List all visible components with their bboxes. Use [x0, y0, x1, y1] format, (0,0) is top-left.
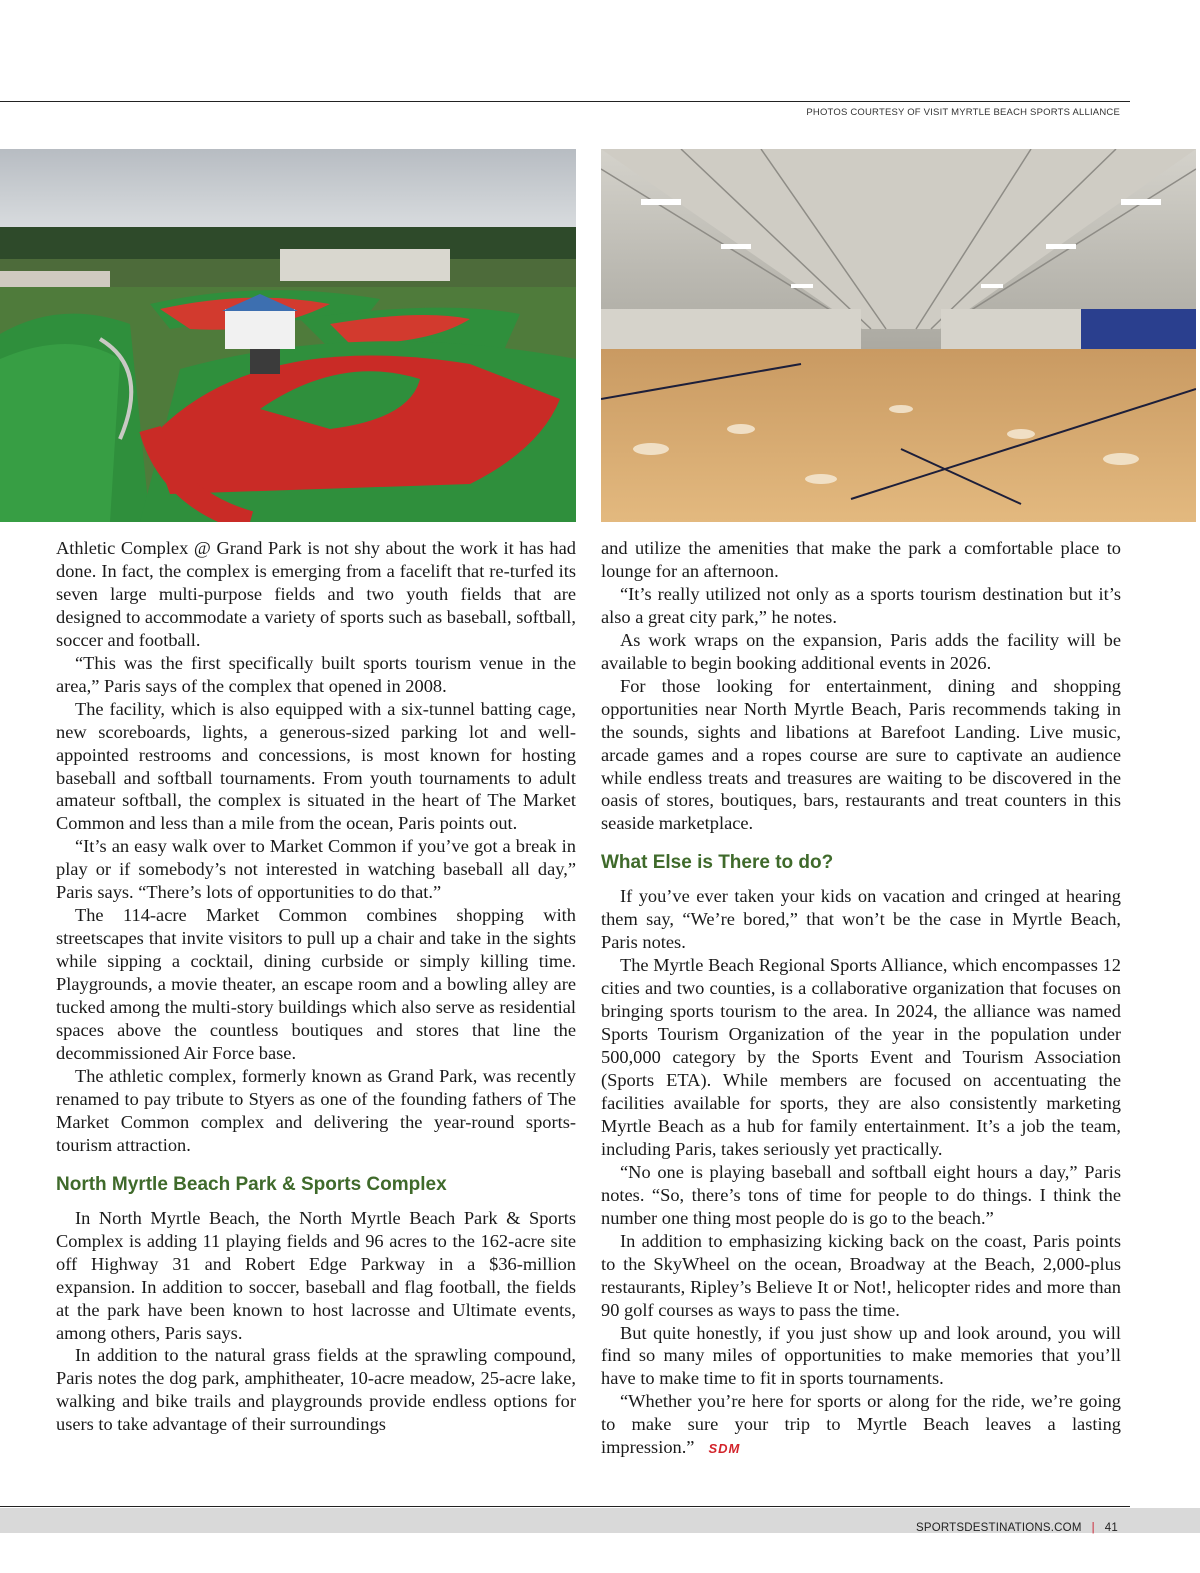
section-heading: What Else is There to do?: [601, 852, 834, 874]
paragraph: In addition to emphasizing kicking back on the coast, Paris points to the SkyWheel on the ocean, Broadway at the Beach, 2,000-plus restaurants, Ripley’s Believe It or Not!, helicopter rides and more than 90 golf courses as ways to pass the time.: [601, 1230, 1121, 1320]
paragraph: The facility, which is also equipped with a six-tunnel batting cage, new scoreboards, lights, a generous-sized parking lot and well-appointed restrooms and concessions, is most known for hosting baseball and softball tournaments. From youth tournaments to adult amateur softball, the complex is situated in the heart of The Market Common and less than a mile from the ocean, Paris points out.: [56, 698, 576, 834]
paragraph: “No one is playing baseball and softball eight hours a day,” Paris notes. “So, there’s tons of time for people to do things. I think the number one thing most people do is go to the beach.”: [601, 1161, 1121, 1228]
section-heading: North Myrtle Beach Park & Sports Complex: [56, 1173, 447, 1195]
paragraph: But quite honestly, if you just show up and look around, you will find so many miles of opportunities to make memories that you’ll have to make time to fit in sports tournaments.: [601, 1322, 1121, 1389]
aerial-ballfields-photo: [0, 149, 576, 522]
paragraph: “This was the first specifically built sports tourism venue in the area,” Paris says of the complex that opened in 2008.: [56, 652, 576, 696]
photo-credit: PHOTOS COURTESY OF VISIT MYRTLE BEACH SPORTS ALLIANCE: [806, 107, 1120, 118]
paragraph: The Myrtle Beach Regional Sports Alliance, which encompasses 12 cities and two counties, is a collaborative organization that focuses on bringing sports tourism to the area. In 2024, the alliance was named Sports Tourism Organization of the year in the population under 500,000 category by the Sports Event and Tourism Association (Sports ETA). While members are focused on accentuating the facilities available for sports, they are also consistently marketing Myrtle Beach as a hub for family entertainment. It’s a job the team, including Paris, takes seriously yet practically.: [601, 955, 1121, 1159]
top-rule: [0, 101, 1130, 102]
paragraph: For those looking for entertainment, dining and shopping opportunities near North Myrtle Beach, Paris recommends taking in the sounds, sights and libations at Barefoot Landing. Live music, arcade games and a ropes course are sure to captivate an audience while endless treats and treasures are waiting to be discovered in the oasis of stores, boutiques, bars, restaurants and treat counters in this seaside marketplace.: [601, 675, 1121, 834]
paragraph: The athletic complex, formerly known as Grand Park, was recently renamed to pay tribute to Styers as one of the founding fathers of The Market Common complex and delivering the year-round sports-tourism attraction.: [56, 1065, 576, 1155]
paragraph: In addition to the natural grass fields at the sprawling compound, Paris notes the dog park, amphitheater, 10-acre meadow, 25-acre lake, walking and bike trails and playgrounds provide endless options for users to take advantage of their surroundings: [56, 1345, 576, 1435]
paragraph: “It’s really utilized not only as a sports tourism destination but it’s also a great city park,” he notes.: [601, 583, 1121, 627]
paragraph: If you’ve ever taken your kids on vacation and cringed at hearing them say, “We’re bored,” that won’t be the case in Myrtle Beach, Paris notes.: [601, 886, 1121, 953]
footer-site: SPORTSDESTINATIONS.COM: [915, 1522, 1082, 1534]
paragraph: and utilize the amenities that make the park a comfortable place to lounge for an afternoon.: [601, 538, 1121, 581]
footer: [916, 1522, 1118, 1534]
left-column: [56, 537, 576, 1436]
paragraph: Athletic Complex @ Grand Park is not shy about the work it has had done. In fact, the complex is emerging from a facelift that re-turfed its seven large multi-purpose fields and two youth fields that are designed to accommodate a variety of sports such as baseball, softball, soccer and football.: [56, 538, 576, 650]
footer-rule: [0, 1506, 1130, 1507]
footer-separator: |: [1091, 1522, 1095, 1534]
paragraph: The 114-acre Market Common combines shopping with streetscapes that invite visitors to pull up a chair and take in the sights while sipping a cocktail, dining curbside or simply killing time. Playgrounds, a movie theater, an escape room and a bowling alley are tucked among the multi-story buildings which also serve as residential spaces above the countless boutiques and stores that line the decommissioned Air Force base.: [56, 905, 576, 1063]
paragraph: In North Myrtle Beach, the North Myrtle Beach Park & Sports Complex is adding 11 playing fields and 96 acres to the 162-acre site off Highway 31 and Robert Edge Parkway in a $36-million expansion. In addition to soccer, baseball and flag football, the fields at the park have been known to host lacrosse and Ultimate events, among others, Paris says.: [56, 1207, 576, 1343]
paragraph: “It’s an easy walk over to Market Common if you’ve got a break in play or if somebody’s not interested in watching baseball all day,” Paris says. “There’s lots of opportunities to do that.”: [56, 836, 576, 903]
page-number: 41: [1104, 1522, 1118, 1534]
closing-paragraph: [601, 1390, 1121, 1461]
indoor-courts-photo: [601, 149, 1196, 522]
sdm-end-mark: SDM: [708, 1441, 741, 1457]
right-column: [601, 537, 1121, 1461]
paragraph: As work wraps on the expansion, Paris adds the facility will be available to begin booking additional events in 2026.: [601, 629, 1121, 673]
closing-text: “Whether you’re here for sports or along for the ride, we’re going to make sure your trip to Myrtle Beach leaves a lasting impression.”: [601, 1391, 1121, 1458]
